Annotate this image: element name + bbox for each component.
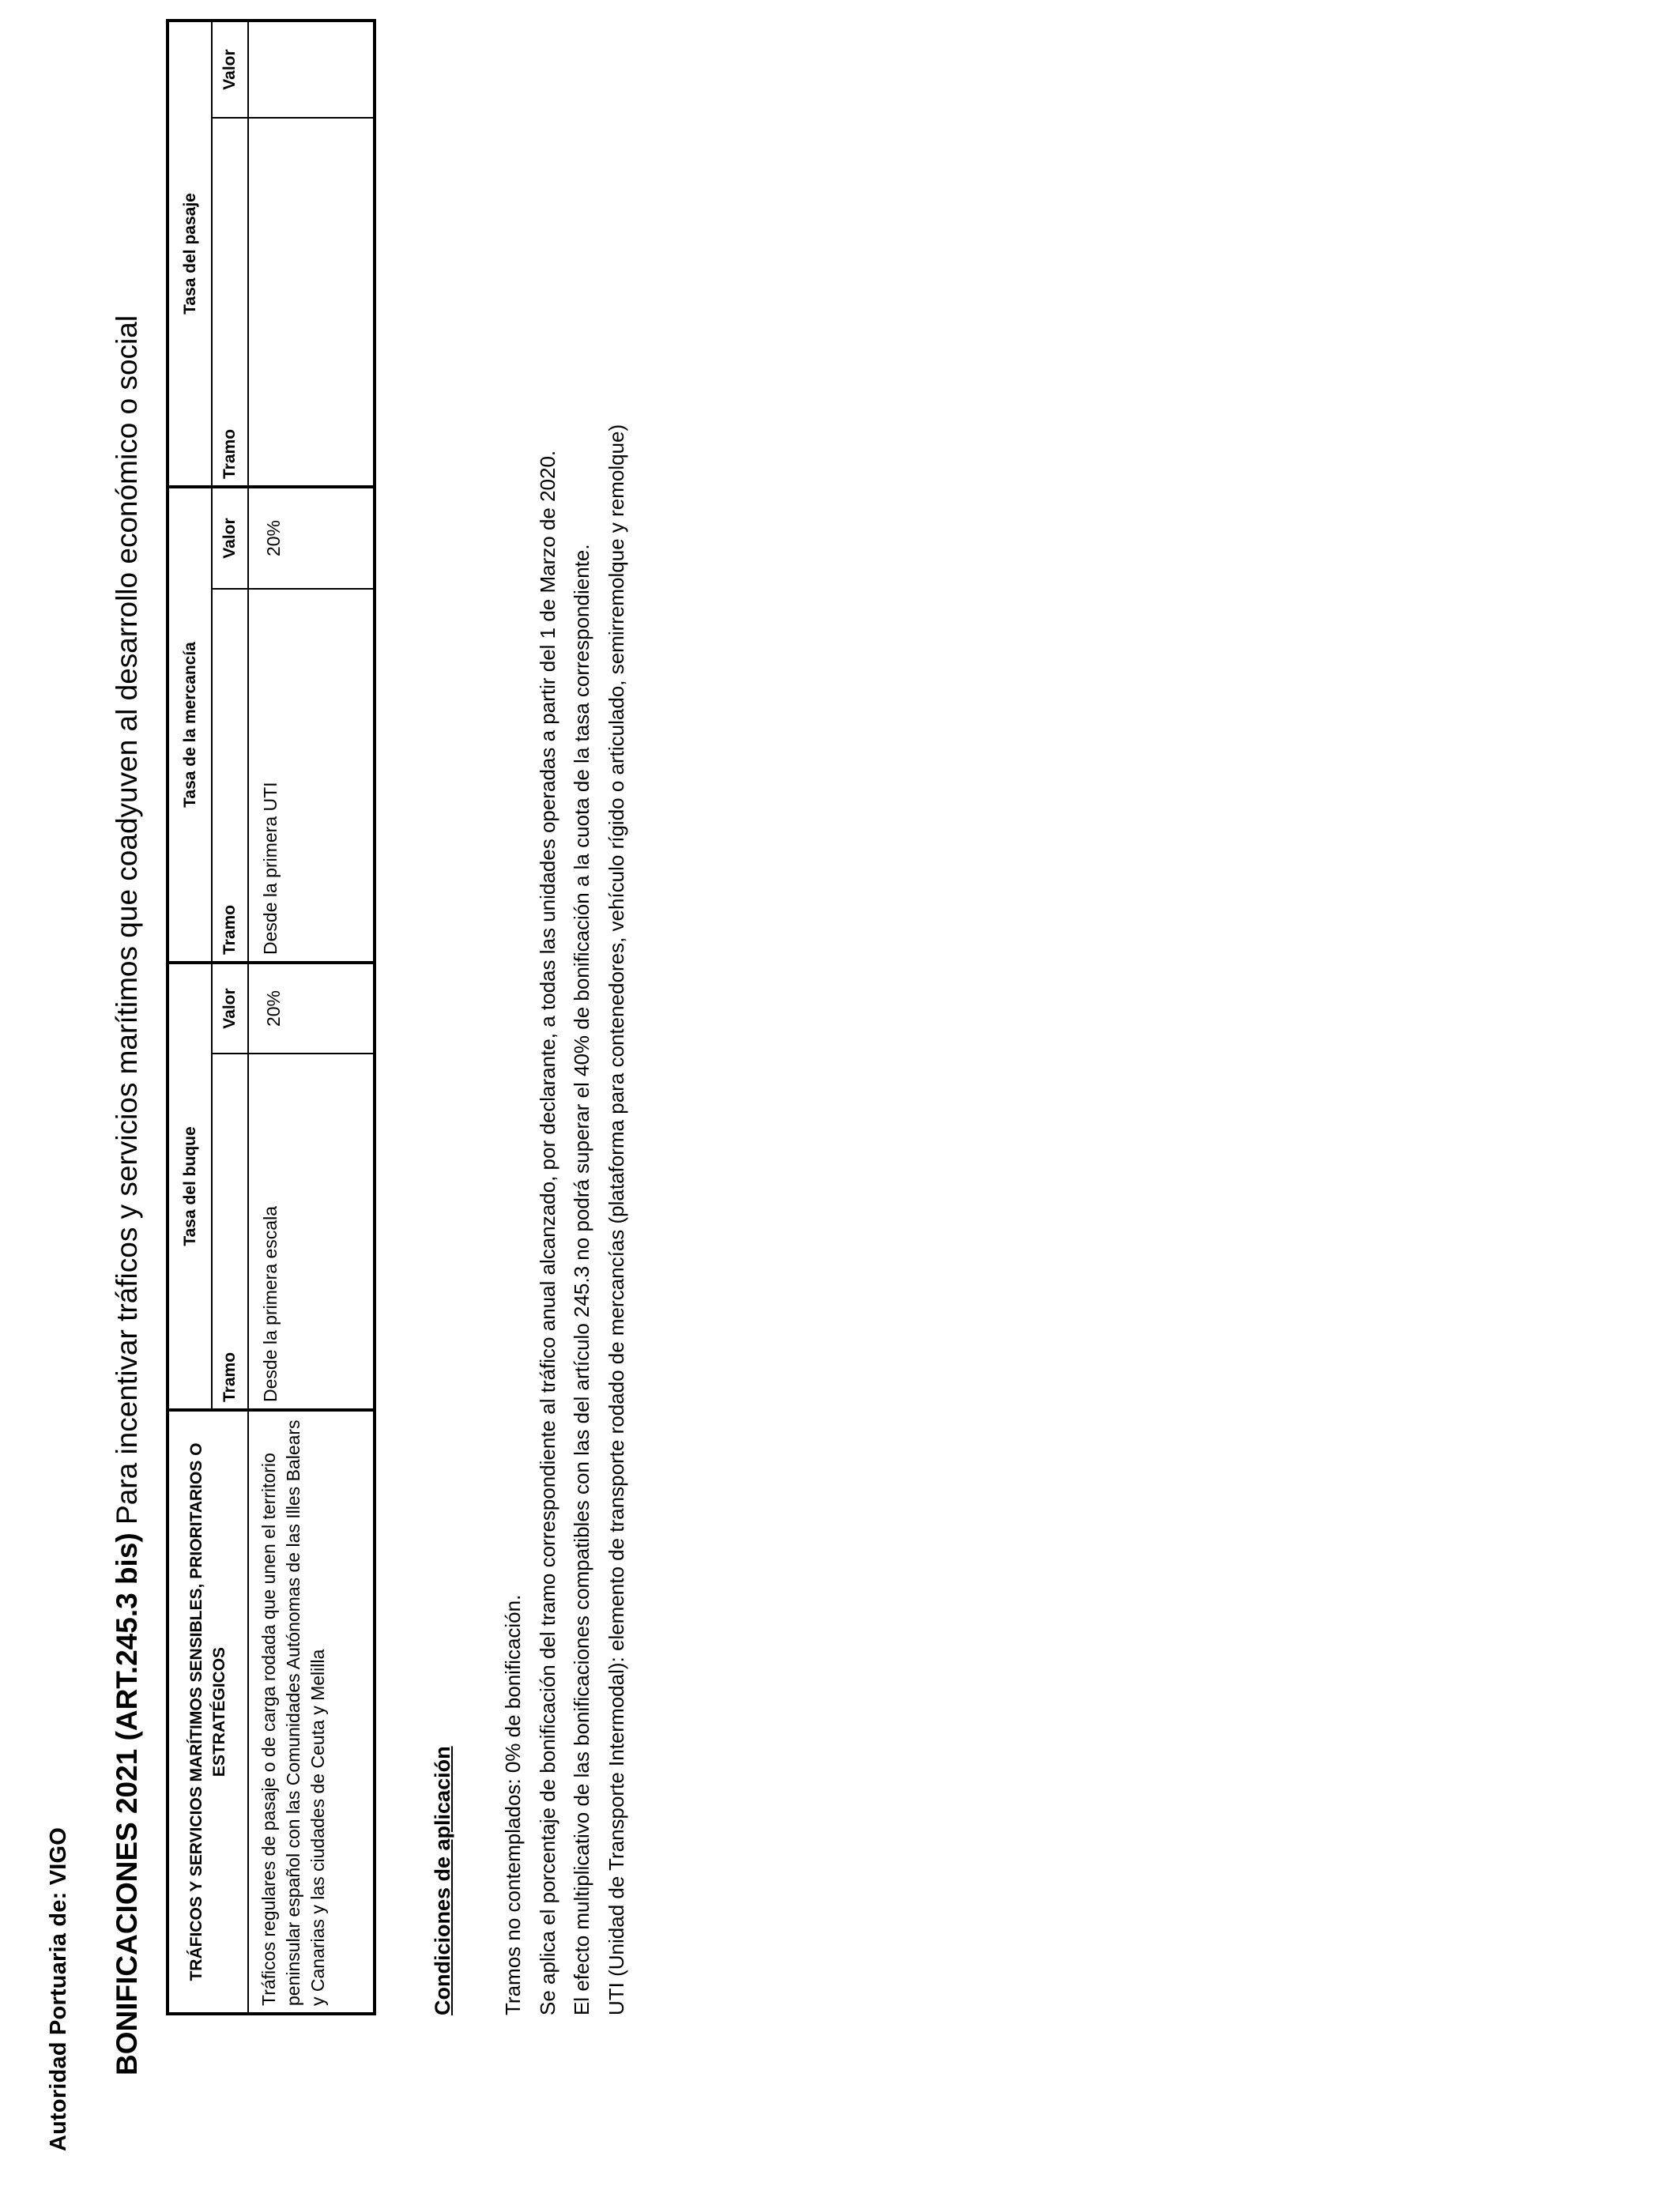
subheader-valor-mercancia: Valor bbox=[212, 487, 248, 589]
condition-line: El efecto multiplicativo de las bonificaciones compatibles con las del artículo 245.3 no podrá superar el 40% de bonificación a la cuota de la tasa correspondiente. bbox=[570, 544, 594, 2015]
conditions-title: Condiciones de aplicación bbox=[431, 1746, 454, 2015]
table-row bbox=[248, 21, 375, 2014]
col-header-trafico: TRÁFICOS Y SERVICIOS MARÍTIMOS SENSIBLES, PRIORITARIOS O ESTRATÉGICOS bbox=[168, 1410, 248, 2014]
cell-trafico: Tráficos regulares de pasaje o de carga rodada que unen el territorio peninsular español con las Comunidades Autónomas de las Illes Balears y Canarias y las ciudades de Ceuta y Melilla bbox=[248, 1410, 375, 2014]
title-bold: BONIFICACIONES 2021 (ART.245.3 bis) bbox=[111, 1532, 143, 2075]
subheader-valor-pasaje: Valor bbox=[212, 21, 248, 118]
title-rest: Para incentivar tráficos y servicios marítimos que coadyuven al desarrollo económico o social bbox=[111, 315, 143, 1533]
page-title bbox=[111, 115, 144, 2075]
col-group-buque: Tasa del buque bbox=[168, 963, 212, 1410]
col-group-mercancia: Tasa de la mercancía bbox=[168, 487, 212, 963]
authority-label: Autoridad Portuaria de: VIGO bbox=[46, 1826, 71, 2151]
cell-mercancia-tramo: Desde la primera UTI bbox=[248, 589, 375, 963]
subheader-tramo-mercancia: Tramo bbox=[212, 589, 248, 963]
table-header-row bbox=[168, 21, 212, 2014]
cell-pasaje-tramo bbox=[248, 118, 375, 487]
cell-buque-tramo: Desde la primera escala bbox=[248, 1054, 375, 1410]
condition-line: Tramos no contemplados: 0% de bonificación. bbox=[501, 1594, 525, 2015]
bonificaciones-table bbox=[166, 19, 376, 2015]
col-group-pasaje: Tasa del pasaje bbox=[168, 21, 212, 487]
cell-pasaje-valor bbox=[248, 21, 375, 118]
cell-buque-valor: 20% bbox=[248, 963, 375, 1054]
subheader-valor-buque: Valor bbox=[212, 963, 248, 1054]
subheader-tramo-buque: Tramo bbox=[212, 1054, 248, 1410]
conditions-list bbox=[496, 424, 635, 2015]
cell-mercancia-valor: 20% bbox=[248, 487, 375, 589]
subheader-tramo-pasaje: Tramo bbox=[212, 118, 248, 487]
condition-line: UTI (Unidad de Transporte Intermodal): elemento de transporte rodado de mercancías (plataforma para contenedores, vehículo rígido o articulado, semirremolque y remolque) bbox=[605, 424, 629, 2015]
condition-line: Se aplica el porcentaje de bonificación del tramo correspondiente al tráfico anual alcanzado, por declarante, a todas las unidades operadas a partir del 1 de Marzo de 2020. bbox=[535, 450, 559, 2015]
